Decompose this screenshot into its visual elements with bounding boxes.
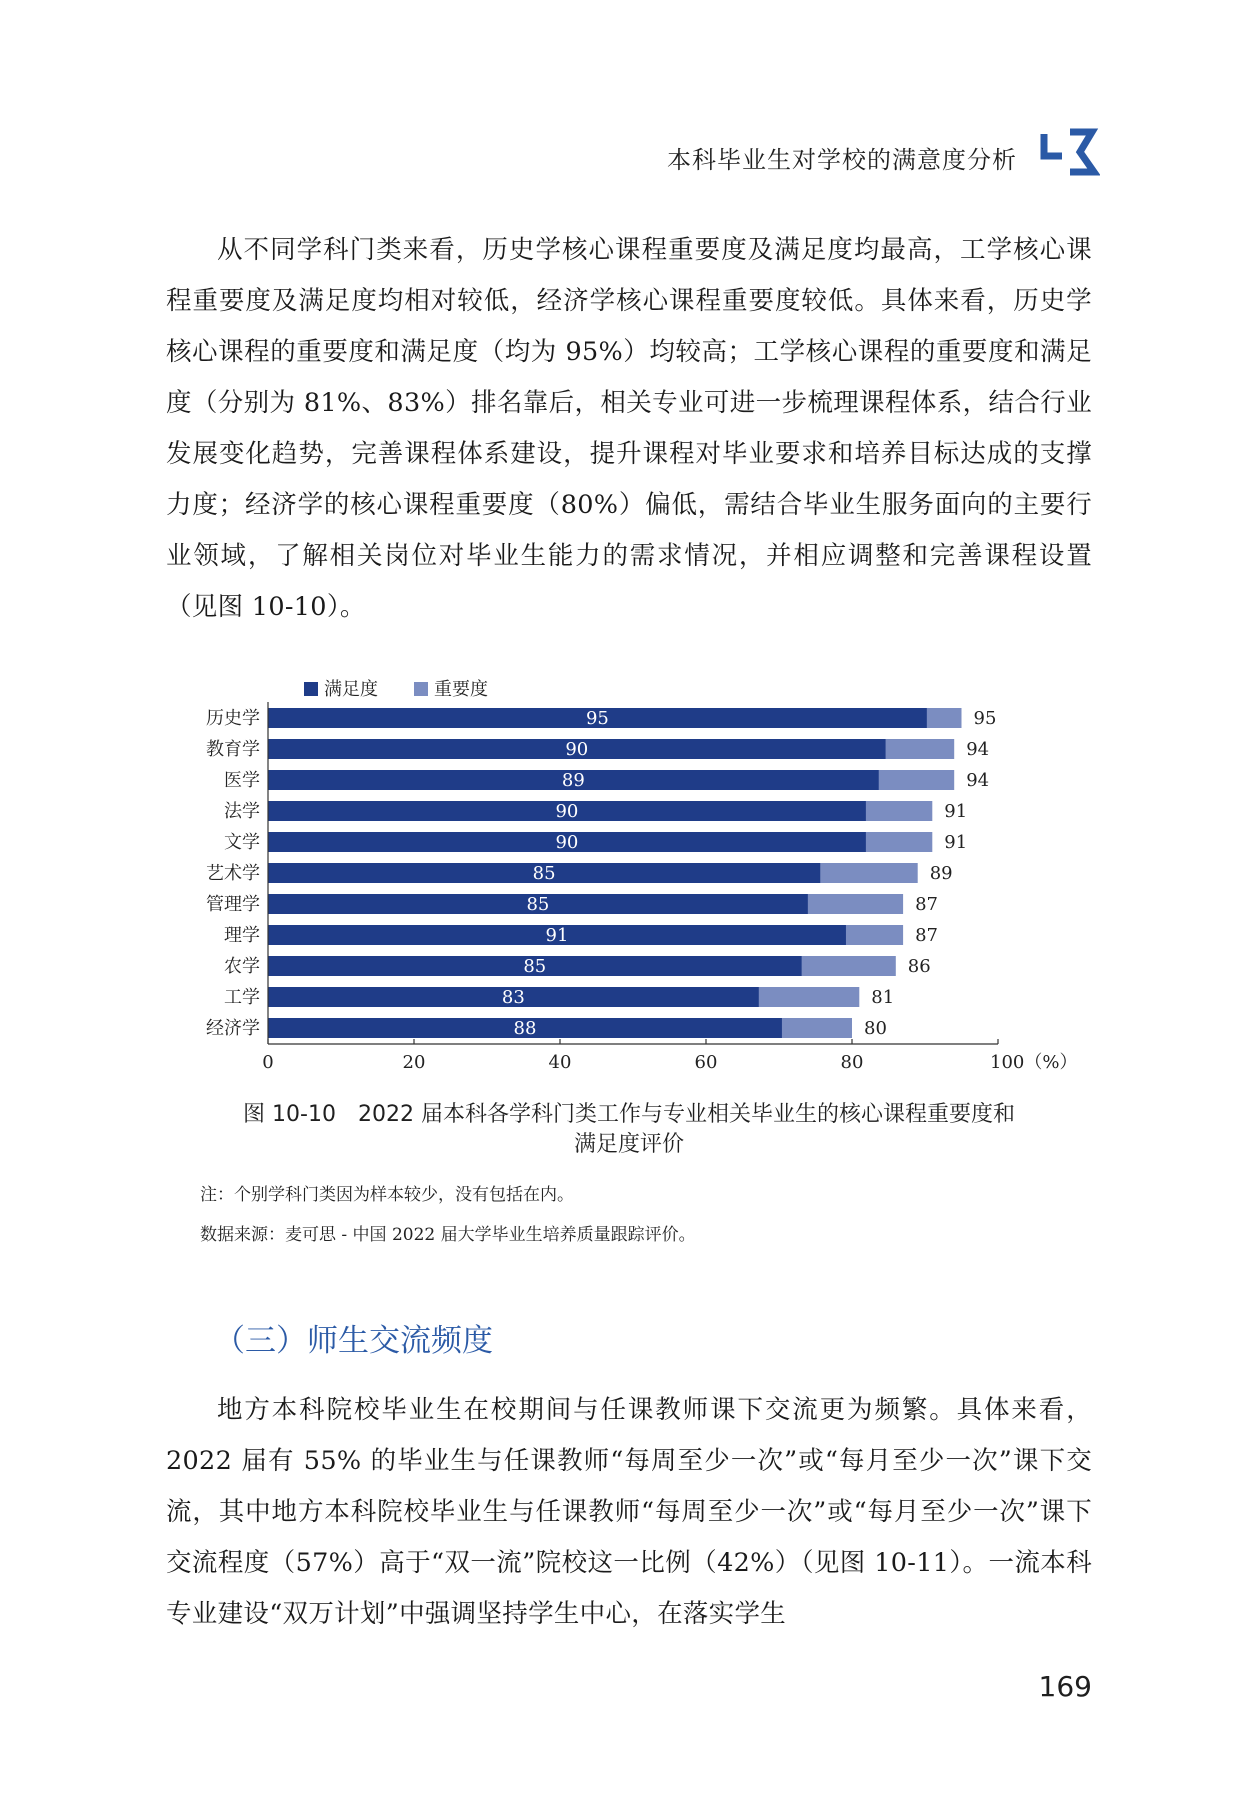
x-tick-label: 40 bbox=[548, 1052, 572, 1073]
legend-swatch-1 bbox=[304, 682, 318, 696]
category-label: 法学 bbox=[224, 801, 260, 822]
category-label: 历史学 bbox=[206, 708, 260, 729]
category-label: 教育学 bbox=[206, 739, 260, 760]
legend-swatch-2 bbox=[414, 682, 428, 696]
importance-value-label: 91 bbox=[944, 801, 968, 822]
chapter-logo-icon bbox=[1040, 128, 1100, 180]
category-label: 文学 bbox=[224, 832, 260, 853]
x-tick-label: 20 bbox=[402, 1052, 426, 1073]
satisfaction-value-label: 90 bbox=[555, 832, 579, 853]
caption-line-1: 图 10-10 2022 届本科各学科门类工作与专业相关毕业生的核心课程重要度和 bbox=[243, 1102, 1015, 1127]
figure-note: 注：个别学科门类因为样本较少，没有包括在内。 bbox=[200, 1185, 574, 1205]
satisfaction-value-label: 91 bbox=[545, 925, 569, 946]
bar-chart bbox=[180, 670, 1080, 1090]
satisfaction-value-label: 90 bbox=[555, 801, 579, 822]
legend-label-1: 满足度 bbox=[324, 679, 378, 700]
legend-label-2: 重要度 bbox=[434, 679, 488, 700]
importance-value-label: 87 bbox=[915, 894, 939, 915]
caption-line-2: 满足度评价 bbox=[573, 1132, 684, 1157]
satisfaction-value-label: 85 bbox=[526, 894, 550, 915]
running-header: 本科毕业生对学校的满意度分析 bbox=[667, 146, 1017, 174]
importance-value-label: 94 bbox=[966, 739, 990, 760]
satisfaction-value-label: 95 bbox=[585, 708, 609, 729]
category-label: 医学 bbox=[224, 770, 260, 791]
x-tick-label: 0 bbox=[262, 1052, 274, 1073]
importance-value-label: 86 bbox=[907, 956, 931, 977]
figure-caption bbox=[166, 1100, 1092, 1160]
category-label: 理学 bbox=[224, 925, 260, 946]
satisfaction-value-label: 85 bbox=[523, 956, 547, 977]
category-label: 管理学 bbox=[206, 894, 260, 915]
importance-value-label: 95 bbox=[973, 708, 997, 729]
section-heading: （三）师生交流频度 bbox=[214, 1323, 493, 1359]
category-label: 艺术学 bbox=[206, 863, 260, 884]
page-number: 169 bbox=[1038, 1670, 1092, 1703]
importance-value-label: 89 bbox=[929, 863, 953, 884]
data-source: 数据来源：麦可思 - 中国 2022 届大学毕业生培养质量跟踪评价。 bbox=[200, 1225, 696, 1245]
satisfaction-value-label: 88 bbox=[513, 1018, 537, 1039]
satisfaction-value-label: 90 bbox=[565, 739, 589, 760]
x-tick-label: 80 bbox=[840, 1052, 864, 1073]
importance-value-label: 91 bbox=[944, 832, 968, 853]
body-paragraph-2: 地方本科院校毕业生在校期间与任课教师课下交流更为频繁。具体来看，2022 届有 55% 的毕业生与任课教师“每周至少一次”或“每月至少一次”课下交流，其中地方本科院校毕业生与任课教师“每周至少一次”或“每月至少一次”课下交流程度（57%）高于“双一流”院校这一比例（42%）（见图 10-11）。一流本科专业建设“双万计划”中强调坚持学生中心，在落实学生 bbox=[166, 1395, 1092, 1629]
importance-value-label: 80 bbox=[864, 1018, 887, 1039]
importance-value-label: 94 bbox=[966, 770, 990, 791]
category-label: 经济学 bbox=[206, 1018, 260, 1039]
satisfaction-value-label: 83 bbox=[501, 987, 525, 1008]
body-paragraph-1: 从不同学科门类来看，历史学核心课程重要度及满足度均最高，工学核心课程重要度及满足度均相对较低，经济学核心课程重要度较低。具体来看，历史学核心课程的重要度和满足度（均为 95%）均较高；工学核心课程的重要度和满足度（分别为 81%、83%）排名靠后，相关专业可进一步梳理课程体系，结合行业发展变化趋势，完善课程体系建设，提升课程对毕业要求和培养目标达成的支撑力度；经济学的核心课程重要度（80%）偏低，需结合毕业生服务面向的主要行业领域，了解相关岗位对毕业生能力的需求情况，并相应调整和完善课程设置（见图 10-10）。 bbox=[166, 235, 1092, 622]
chart-canvas bbox=[180, 670, 1080, 1090]
category-label: 工学 bbox=[224, 987, 260, 1008]
category-label: 农学 bbox=[224, 956, 260, 977]
importance-value-label: 87 bbox=[915, 925, 939, 946]
importance-value-label: 81 bbox=[871, 987, 895, 1008]
x-tick-label: 60 bbox=[694, 1052, 718, 1073]
satisfaction-value-label: 89 bbox=[561, 770, 585, 791]
satisfaction-value-label: 85 bbox=[532, 863, 556, 884]
x-tick-label: 100（%） bbox=[990, 1052, 1078, 1073]
